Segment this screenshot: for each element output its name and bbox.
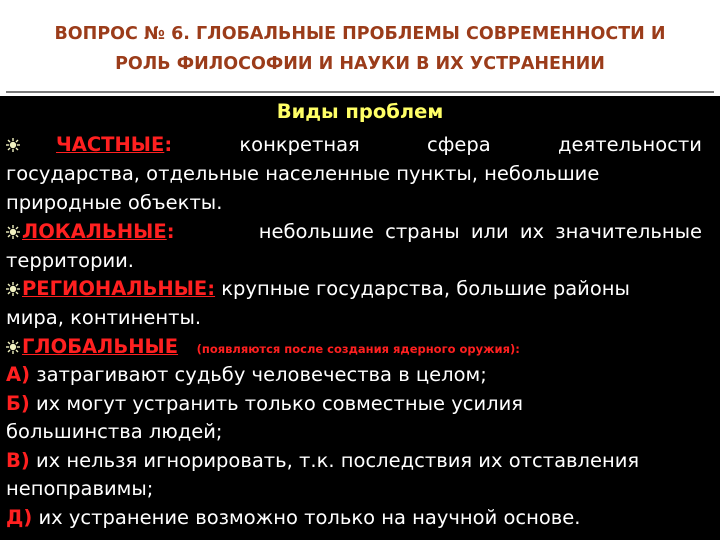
global-line <box>6 335 520 358</box>
point-b-text: их могут устранить только совместные усилия <box>35 392 524 415</box>
content-panel <box>0 96 720 540</box>
global-label: ГЛОБАЛЬНЫЕ <box>22 335 179 358</box>
private-line-3: природные объекты. <box>6 191 223 214</box>
point-c-mark: В) <box>6 449 30 472</box>
point-d <box>6 506 580 529</box>
private-word-2: сфера <box>427 133 491 156</box>
sun-bullet-icon <box>6 340 20 354</box>
global-note: (появляются после создания ядерного оружия): <box>196 342 520 356</box>
point-d-mark: Д) <box>6 506 33 529</box>
sun-bullet-icon <box>6 138 20 152</box>
point-c-continuation: непоправимы; <box>6 477 154 500</box>
sun-bullet-icon <box>6 282 20 296</box>
point-a-mark: А) <box>6 363 31 386</box>
regional-line-1 <box>6 277 630 300</box>
regional-text: крупные государства, большие районы <box>221 277 630 300</box>
point-c-text: их нельзя игнорировать, т.к. последствия их отставления <box>35 449 640 472</box>
private-word-3: деятельности <box>558 133 702 156</box>
sun-bullet-icon <box>6 225 20 239</box>
local-line-1 <box>6 220 702 243</box>
point-b <box>6 392 523 415</box>
local-text: небольшие страны или их значительные <box>258 220 702 243</box>
point-c <box>6 449 639 472</box>
private-label: ЧАСТНЫЕ <box>56 133 165 156</box>
private-line-1 <box>6 133 702 156</box>
private-label-group <box>6 133 172 156</box>
regional-label: РЕГИОНАЛЬНЫЕ: <box>22 277 216 300</box>
local-label: ЛОКАЛЬНЫЕ <box>22 220 167 243</box>
section-heading: Виды проблем <box>276 100 444 123</box>
point-d-text: их устранение возможно только на научной основе. <box>38 506 581 529</box>
title-divider <box>6 91 714 93</box>
local-line-2: территории. <box>6 249 134 272</box>
regional-line-2: мира, континенты. <box>6 306 202 329</box>
private-word-1: конкретная <box>239 133 360 156</box>
point-a-text: затрагивают судьбу человечества в целом; <box>36 363 487 386</box>
point-b-continuation: большинства людей; <box>6 420 223 443</box>
local-label-group <box>6 220 175 243</box>
private-line-2: государства, отдельные населенные пункты, небольшие <box>6 162 600 185</box>
point-a <box>6 363 487 386</box>
private-colon: : <box>164 133 173 156</box>
point-b-mark: Б) <box>6 392 30 415</box>
slide-title-line-1: ВОПРОС № 6. ГЛОБАЛЬНЫЕ ПРОБЛЕМЫ СОВРЕМЕННОСТИ И <box>54 24 666 44</box>
title-area <box>0 0 720 92</box>
slide-title-line-2: РОЛЬ ФИЛОСОФИИ И НАУКИ В ИХ УСТРАНЕНИИ <box>115 54 605 74</box>
local-colon: : <box>166 220 175 243</box>
